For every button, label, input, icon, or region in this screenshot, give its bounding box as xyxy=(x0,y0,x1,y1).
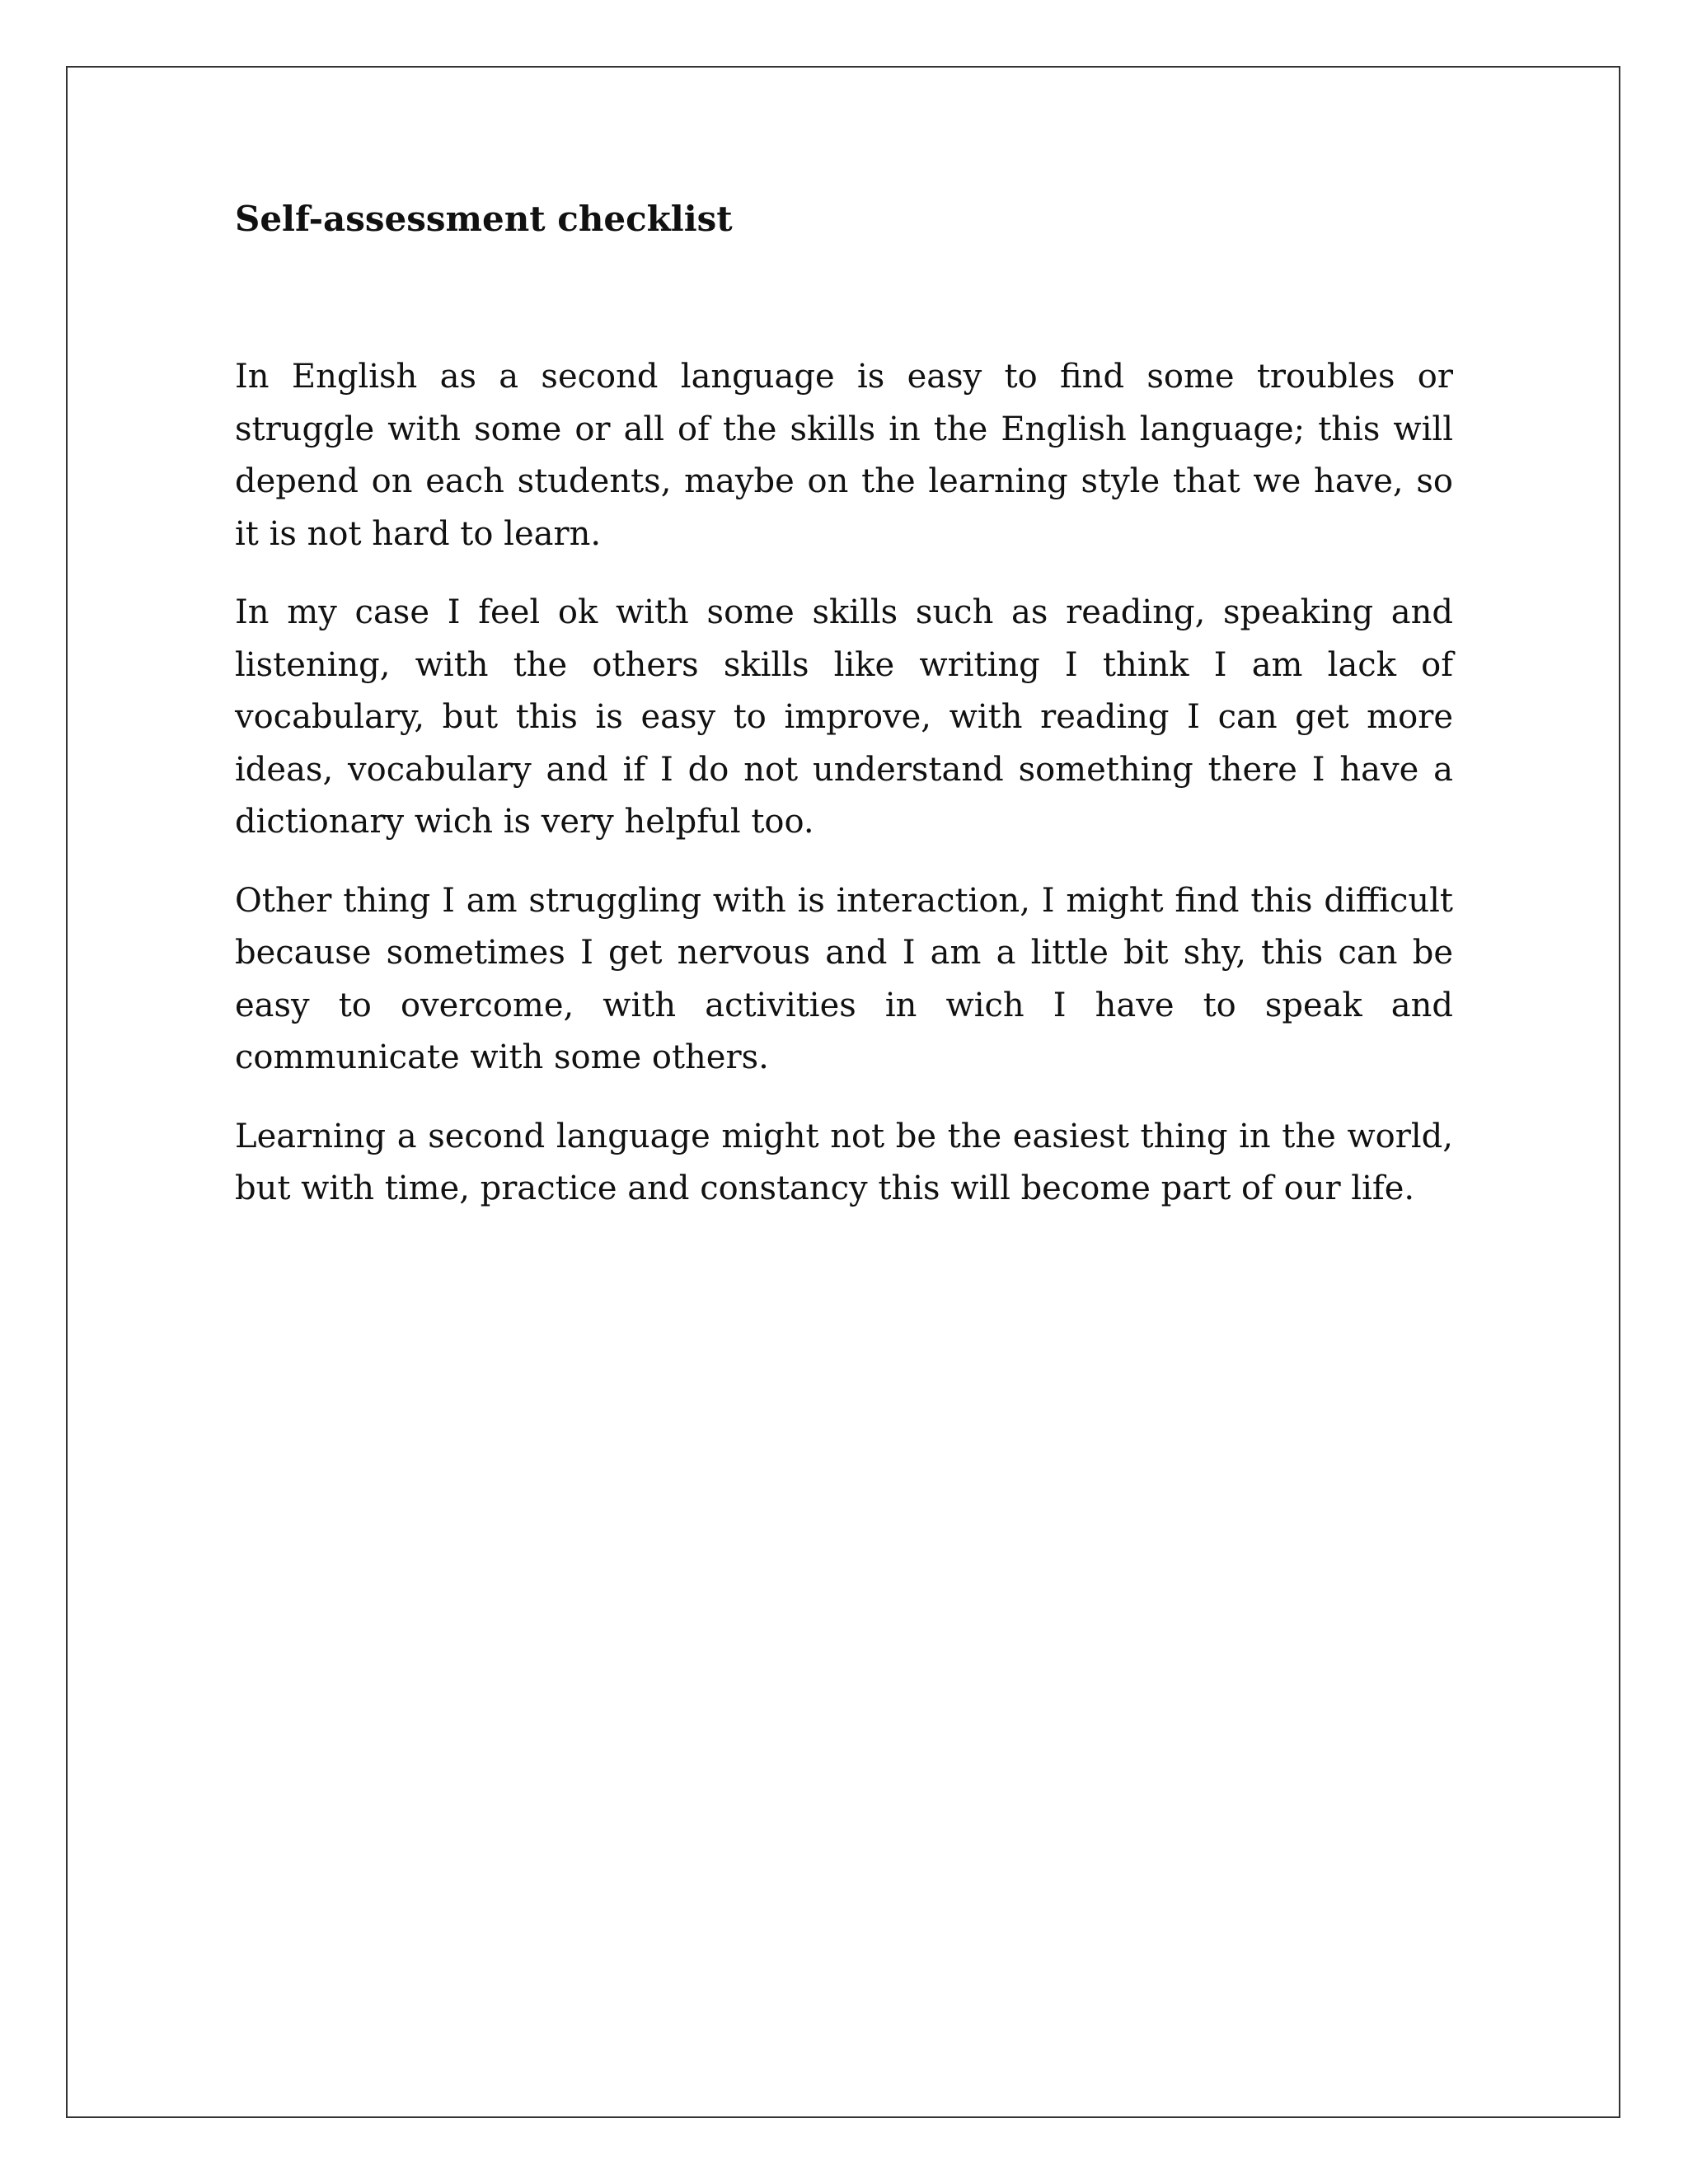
paragraph-1: In English as a second language is easy to find some troubles or struggle with some or all of the skills in the English language; this will depend on each students, maybe on the learning style that we have, so it is not hard to learn. xyxy=(235,358,1453,553)
paragraph-3: Other thing I am struggling with is interaction, I might find this difficult because sometimes I get nervous and I am a little bit shy, this can be easy to overcome, with activities in wich I have to speak and communicate with some others. xyxy=(235,881,1453,1076)
paragraph-4: Learning a second language might not be the easiest thing in the world, but with time, practice and constancy this will become part of our life. xyxy=(235,1117,1453,1207)
document-title: Self-assessment checklist xyxy=(235,199,733,239)
paragraph-2: In my case I feel ok with some skills such as reading, speaking and listening, with the others skills like writing I think I am lack of vocabulary, but this is easy to improve, with reading I can get more ideas, vocabulary and if I do not understand something there I have a dictionary wich is very helpful too. xyxy=(235,593,1453,841)
document-body xyxy=(235,351,1453,1242)
